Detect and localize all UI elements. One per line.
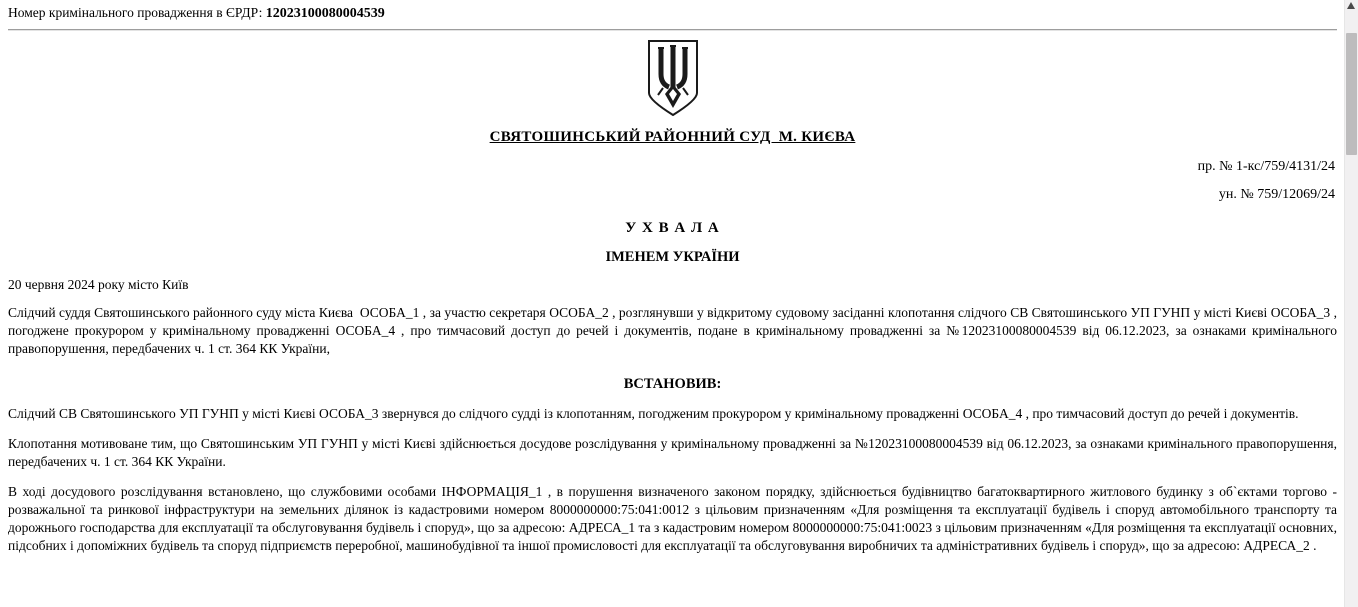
scrollbar-thumb[interactable] [1346,33,1357,155]
ern-line [8,4,1337,23]
document-subtitle: ІМЕНЕМ УКРАЇНИ [605,249,740,265]
case-references [8,158,1337,204]
ern-number: 12023100080004539 [265,6,385,21]
ern-label: Номер кримінального провадження в ЄРДР: [8,5,266,20]
body-paragraph-1: Слідчий СВ Святошинського УП ГУНП у місті Києві ОСОБА_3 звернувся до слідчого судді із клопотанням, погодженим прокурором у кримінальному провадженні ОСОБА_4 , про тимчасовий доступ до речей і документів. [8,406,1299,421]
established-heading: ВСТАНОВИВ: [623,376,722,392]
body-paragraph-2: Клопотання мотивоване тим, що Святошинським УП ГУНП у місті Києві здійснюється досудове розслідування у кримінальному провадженні за №12023100080004539 від 06.12.2023, за ознаками кримінального правопорушення, передбачених ч. 1 ст. 364 КК України. [8,436,1337,469]
scroll-up-arrow-icon [1347,2,1355,9]
ukraine-trident-icon [645,39,701,117]
unified-number: ун. № 759/12069/24 [1218,187,1335,202]
scroll-up-button[interactable] [1345,0,1358,12]
proceeding-number: пр. № 1-кс/759/4131/24 [1197,159,1335,174]
date-place-line: 20 червня 2024 року місто Київ [8,277,189,292]
divider [8,29,1337,31]
body-paragraph-3: В ході досудового розслідування встановлено, що службовими особами ІНФОРМАЦІЯ_1 , в порушення визначеного законом порядку, здійснюється будівництво багатоквартирного житлового будинку з об`єктами торгово - розважальної та ринкової інфраструктури на земельних ділянок із кадастровими номером 8000000000:75:041:0012 з цільовим призначенням «Для розміщення та експлуатації будівель і споруд автомобільного транспорту та дорожнього господарства для експлуатації та обслуговування будівель і споруд», що за адресою: АДРЕСА_1 та з кадастровим номером 8000000000:75:041:0023 з цільовим призначенням «Для розміщення та експлуатації основних, підсобних і допоміжних будівель та споруд підприємств переробної, машинобудівної та іншої промисловості для експлуатації та обслуговування виробничих та адміністративних будівель і споруд», що за адресою: АДРЕСА_2 . [8,484,1337,553]
document-title: У Х В А Л А [625,220,720,236]
vertical-scrollbar[interactable] [1344,0,1358,607]
court-name: СВЯТОШИНСЬКИЙ РАЙОННИЙ СУД М. КИЄВА [489,129,856,145]
intro-paragraph: Слідчий суддя Святошинського районного суду міста Києва ОСОБА_1 , за участю секретаря ОСОБА_2 , розглянувши у відкритому судовому засіданні клопотання слідчого СВ Святошинського УП ГУНП у місті Києві ОСОБА_3 , погоджене прокурором у кримінальному провадженні ОСОБА_4 , про тимчасовий доступ до речей і документів, подане в кримінальному провадженні за №12023100080004539 від 06.12.2023, за ознаками кримінального правопорушення, передбачених ч. 1 ст. 364 КК України, [8,305,1337,356]
